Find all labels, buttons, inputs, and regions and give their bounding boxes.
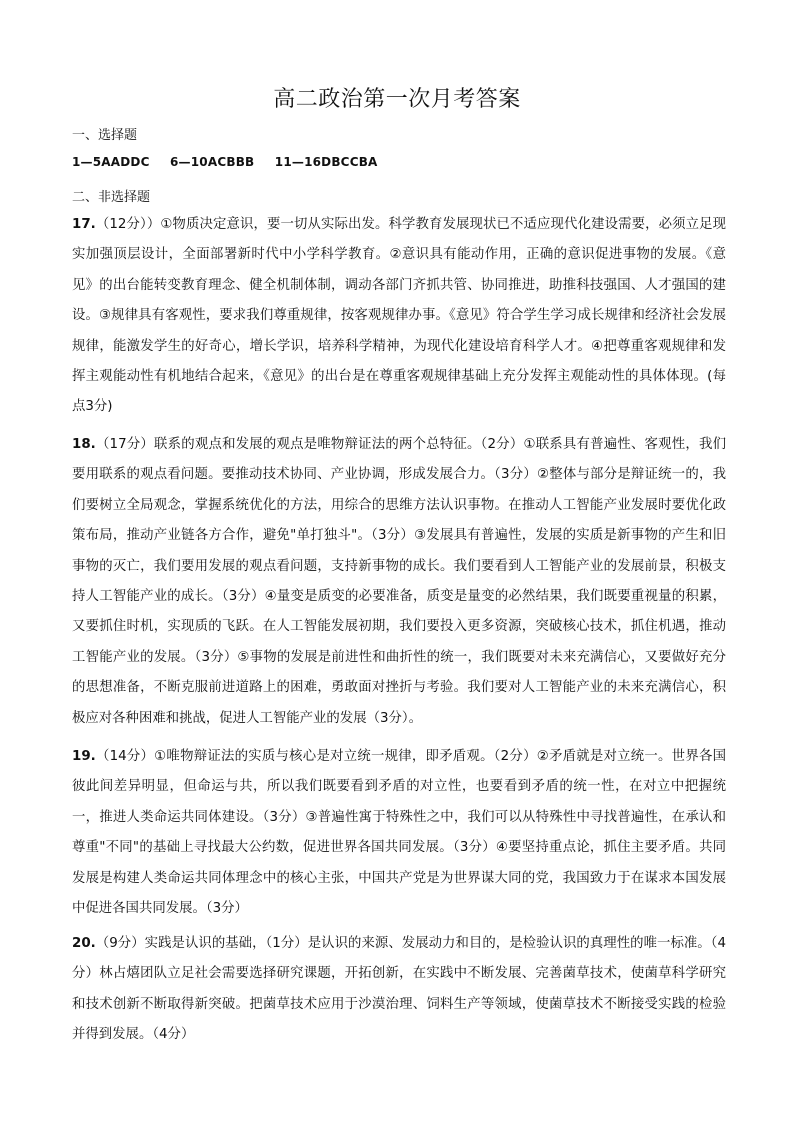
question-answer-text: （12分））①物质决定意识，要一切从实际出发。科学教育发展现状已不适应现代化建设需要，必须立足现实加强顶层设计，全面部署新时代中小学科学教育。②意识具有能动作用，正确的意识促进事物的发展。《意见》的出台能转变教育理念、健全机制体制，调动各部门齐抓共管、协同推进，助推科技强国、人才强国的建设。③规律具有客观性，要求我们尊重规律，按客观规律办事。《意见》符合学生学习成长规律和经济社会发展规律，能激发学生的好奇心，增长学识，培养科学精神，为现代化建设培育科学人才。④把尊重客观规律和发挥主观能动性有机地结合起来，《意见》的出台是在尊重客观规律基础上充分发挥主观能动性的具体体现。(每点3分) [72,217,726,415]
question-18-answer [72,430,726,734]
question-17-answer [72,210,726,423]
mc-answer-group: 11—16DBCCBA [274,155,378,169]
question-answer-text: （14分）①唯物辩证法的实质与核心是对立统一规律，即矛盾观。（2分）②矛盾就是对立统一。世界各国彼此间差异明显，但命运与共，所以我们既要看到矛盾的对立性，也要看到矛盾的统一性，在对立中把握统一，推进人类命运共同体建设。（3分）③普遍性寓于特殊性之中，我们可以从特殊性中寻找普遍性，在承认和尊重"不同"的基础上寻找最大公约数，促进世界各国共同发展。（3分）④要坚持重点论，抓住主要矛盾。共同发展是构建人类命运共同体理念中的核心主张，中国共产党是为世界谋大同的党，我国致力于在谋求本国发展中促进各国共同发展。（3分） [72,749,726,917]
question-answer-text: （9分）实践是认识的基础，（1分）是认识的来源、发展动力和目的，是检验认识的真理性的唯一标准。（4分）林占熺团队立足社会需要选择研究课题，开拓创新，在实践中不断发展、完善菌草技术，使菌草科学研究和技术创新不断取得新突破。把菌草技术应用于沙漠治理、饲料生产等领域，使菌草技术不断接受实践的检验并得到发展。（4分） [72,936,726,1043]
question-number: 19. [72,749,96,764]
multiple-choice-answers [72,155,394,169]
mc-answer-group: 1—5AADDC [72,155,150,169]
question-20-answer [72,929,726,1051]
question-number: 20. [72,936,96,951]
question-number: 18. [72,437,96,452]
section-heading-multiple-choice: 一、选择题 [72,128,138,143]
section-heading-non-multiple-choice: 二、非选择题 [72,190,151,205]
mc-answer-group: 6—10ACBBB [170,155,255,169]
question-answer-text: （17分）联系的观点和发展的观点是唯物辩证法的两个总特征。（2分）①联系具有普遍性、客观性，我们要用联系的观点看问题。要推动技术协同、产业协调，形成发展合力。（3分）②整体与部分是辩证统一的，我们要树立全局观念，掌握系统优化的方法，用综合的思维方法认识事物。在推动人工智能产业发展时要优化政策布局，推动产业链各方合作，避免"单打独斗"。（3分）③发展具有普遍性，发展的实质是新事物的产生和旧事物的灭亡，我们要用发展的观点看问题，支持新事物的成长。我们要看到人工智能产业的发展前景，积极支持人工智能产业的成长。（3分）④量变是质变的必要准备，质变是量变的必然结果，我们既要重视量的积累，又要抓住时机，实现质的飞跃。在人工智能发展初期，我们要投入更多资源，突破核心技术，抓住机遇，推动工智能产业的发展。（3分）⑤事物的发展是前进性和曲折性的统一，我们既要对未来充满信心，又要做好充分的思想准备，不断克服前进道路上的困难，勇敢面对挫折与考验。我们要对人工智能产业的未来充满信心，积极应对各种困难和挑战，促进人工智能产业的发展（3分）。 [72,437,726,726]
question-number: 17. [72,217,96,232]
question-19-answer [72,742,726,924]
document-title: 高二政治第一次月考答案 [273,87,521,112]
